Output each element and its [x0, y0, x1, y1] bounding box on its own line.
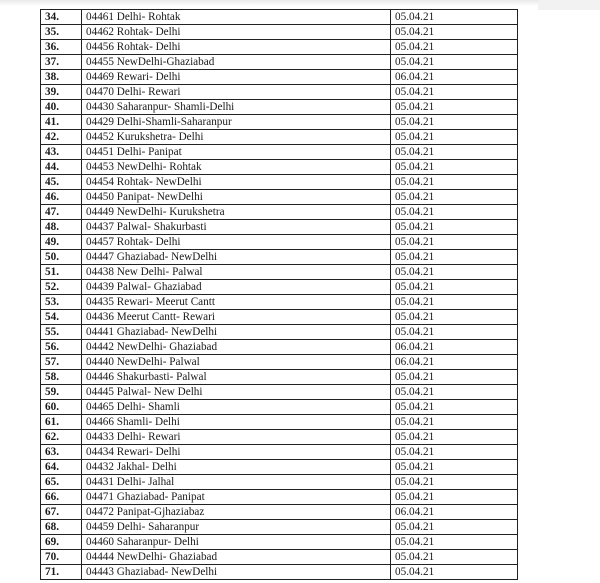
table-row [41, 505, 518, 520]
train-cell: 04472 Panipat-Gjhaziabaz [82, 505, 391, 520]
serial-number-cell: 56. [41, 340, 82, 355]
table-row [41, 235, 518, 250]
train-cell: 04437 Palwal- Shakurbasti [82, 220, 391, 235]
date-cell: 06.04.21 [391, 505, 518, 520]
table-row [41, 535, 518, 550]
train-cell: 04450 Panipat- NewDelhi [82, 190, 391, 205]
table-row [41, 370, 518, 385]
train-cell: 04430 Saharanpur- Shamli-Delhi [82, 100, 391, 115]
date-cell: 05.04.21 [391, 10, 518, 25]
serial-number-cell: 52. [41, 280, 82, 295]
table-row [41, 220, 518, 235]
table-row [41, 280, 518, 295]
serial-number-cell: 60. [41, 400, 82, 415]
date-cell: 06.04.21 [391, 340, 518, 355]
serial-number-cell: 59. [41, 385, 82, 400]
table-row [41, 175, 518, 190]
train-cell: 04455 NewDelhi-Ghaziabad [82, 55, 391, 70]
date-cell: 05.04.21 [391, 190, 518, 205]
serial-number-cell: 47. [41, 205, 82, 220]
date-cell: 05.04.21 [391, 235, 518, 250]
date-cell: 05.04.21 [391, 310, 518, 325]
train-cell: 04469 Rewari- Delhi [82, 70, 391, 85]
date-cell: 06.04.21 [391, 70, 518, 85]
table-row [41, 70, 518, 85]
serial-number-cell: 35. [41, 25, 82, 40]
date-cell: 05.04.21 [391, 370, 518, 385]
train-cell: 04447 Ghaziabad- NewDelhi [82, 250, 391, 265]
serial-number-cell: 53. [41, 295, 82, 310]
serial-number-cell: 54. [41, 310, 82, 325]
table-row [41, 55, 518, 70]
serial-number-cell: 57. [41, 355, 82, 370]
date-cell: 05.04.21 [391, 520, 518, 535]
table-row [41, 430, 518, 445]
date-cell: 06.04.21 [391, 355, 518, 370]
serial-number-cell: 51. [41, 265, 82, 280]
table-row [41, 310, 518, 325]
date-cell: 05.04.21 [391, 145, 518, 160]
train-cell: 04453 NewDelhi- Rohtak [82, 160, 391, 175]
date-cell: 05.04.21 [391, 400, 518, 415]
train-cell: 04441 Ghaziabad- NewDelhi [82, 325, 391, 340]
serial-number-cell: 46. [41, 190, 82, 205]
train-cell: 04460 Saharanpur- Delhi [82, 535, 391, 550]
serial-number-cell: 58. [41, 370, 82, 385]
date-cell: 05.04.21 [391, 430, 518, 445]
serial-number-cell: 38. [41, 70, 82, 85]
serial-number-cell: 50. [41, 250, 82, 265]
serial-number-cell: 61. [41, 415, 82, 430]
table-row [41, 295, 518, 310]
train-cell: 04465 Delhi- Shamli [82, 400, 391, 415]
date-cell: 05.04.21 [391, 550, 518, 565]
date-cell: 05.04.21 [391, 445, 518, 460]
serial-number-cell: 66. [41, 490, 82, 505]
table-row [41, 100, 518, 115]
train-schedule-body [41, 10, 518, 580]
train-cell: 04434 Rewari- Delhi [82, 445, 391, 460]
train-cell: 04445 Palwal- New Delhi [82, 385, 391, 400]
serial-number-cell: 69. [41, 535, 82, 550]
table-row [41, 565, 518, 580]
table-row [41, 250, 518, 265]
serial-number-cell: 65. [41, 475, 82, 490]
train-cell: 04452 Kurukshetra- Delhi [82, 130, 391, 145]
table-row [41, 10, 518, 25]
table-row [41, 325, 518, 340]
train-cell: 04462 Rohtak- Delhi [82, 25, 391, 40]
table-row [41, 550, 518, 565]
train-cell: 04436 Meerut Cantt- Rewari [82, 310, 391, 325]
serial-number-cell: 36. [41, 40, 82, 55]
train-cell: 04449 NewDelhi- Kurukshetra [82, 205, 391, 220]
train-schedule-table [40, 9, 518, 580]
date-cell: 05.04.21 [391, 55, 518, 70]
date-cell: 05.04.21 [391, 25, 518, 40]
date-cell: 05.04.21 [391, 490, 518, 505]
table-row [41, 400, 518, 415]
date-cell: 05.04.21 [391, 130, 518, 145]
table-row [41, 445, 518, 460]
table-row [41, 40, 518, 55]
serial-number-cell: 41. [41, 115, 82, 130]
table-row [41, 115, 518, 130]
table-row [41, 355, 518, 370]
serial-number-cell: 63. [41, 445, 82, 460]
train-cell: 04446 Shakurbasti- Palwal [82, 370, 391, 385]
date-cell: 05.04.21 [391, 385, 518, 400]
serial-number-cell: 40. [41, 100, 82, 115]
date-cell: 05.04.21 [391, 220, 518, 235]
date-cell: 05.04.21 [391, 295, 518, 310]
train-cell: 04454 Rohtak- NewDelhi [82, 175, 391, 190]
serial-number-cell: 48. [41, 220, 82, 235]
table-row [41, 85, 518, 100]
page-corner-shade [538, 0, 600, 10]
train-cell: 04433 Delhi- Rewari [82, 430, 391, 445]
table-row [41, 340, 518, 355]
date-cell: 05.04.21 [391, 100, 518, 115]
date-cell: 05.04.21 [391, 325, 518, 340]
table-row [41, 415, 518, 430]
date-cell: 05.04.21 [391, 475, 518, 490]
serial-number-cell: 49. [41, 235, 82, 250]
serial-number-cell: 34. [41, 10, 82, 25]
date-cell: 05.04.21 [391, 115, 518, 130]
date-cell: 05.04.21 [391, 535, 518, 550]
table-row [41, 475, 518, 490]
serial-number-cell: 44. [41, 160, 82, 175]
date-cell: 05.04.21 [391, 565, 518, 580]
serial-number-cell: 64. [41, 460, 82, 475]
date-cell: 05.04.21 [391, 160, 518, 175]
train-cell: 04439 Palwal- Ghaziabad [82, 280, 391, 295]
table-row [41, 490, 518, 505]
train-cell: 04457 Rohtak- Delhi [82, 235, 391, 250]
table-row [41, 265, 518, 280]
serial-number-cell: 37. [41, 55, 82, 70]
serial-number-cell: 71. [41, 565, 82, 580]
table-row [41, 160, 518, 175]
date-cell: 05.04.21 [391, 280, 518, 295]
serial-number-cell: 42. [41, 130, 82, 145]
table-row [41, 25, 518, 40]
serial-number-cell: 70. [41, 550, 82, 565]
date-cell: 05.04.21 [391, 40, 518, 55]
page-top-shadow [0, 0, 600, 6]
train-cell: 04431 Delhi- Jalhal [82, 475, 391, 490]
train-cell: 04442 NewDelhi- Ghaziabad [82, 340, 391, 355]
serial-number-cell: 67. [41, 505, 82, 520]
date-cell: 05.04.21 [391, 265, 518, 280]
train-cell: 04438 New Delhi- Palwal [82, 265, 391, 280]
date-cell: 05.04.21 [391, 85, 518, 100]
date-cell: 05.04.21 [391, 205, 518, 220]
train-cell: 04466 Shamli- Delhi [82, 415, 391, 430]
train-cell: 04429 Delhi-Shamli-Saharanpur [82, 115, 391, 130]
train-cell: 04440 NewDelhi- Palwal [82, 355, 391, 370]
train-cell: 04451 Delhi- Panipat [82, 145, 391, 160]
train-cell: 04432 Jakhal- Delhi [82, 460, 391, 475]
serial-number-cell: 68. [41, 520, 82, 535]
table-row [41, 130, 518, 145]
serial-number-cell: 43. [41, 145, 82, 160]
train-cell: 04459 Delhi- Saharanpur [82, 520, 391, 535]
date-cell: 05.04.21 [391, 460, 518, 475]
train-cell: 04435 Rewari- Meerut Cantt [82, 295, 391, 310]
table-row [41, 520, 518, 535]
serial-number-cell: 55. [41, 325, 82, 340]
serial-number-cell: 39. [41, 85, 82, 100]
train-cell: 04461 Delhi- Rohtak [82, 10, 391, 25]
table-row [41, 190, 518, 205]
train-cell: 04471 Ghaziabad- Panipat [82, 490, 391, 505]
train-cell: 04444 NewDelhi- Ghaziabad [82, 550, 391, 565]
train-cell: 04470 Delhi- Rewari [82, 85, 391, 100]
serial-number-cell: 45. [41, 175, 82, 190]
serial-number-cell: 62. [41, 430, 82, 445]
date-cell: 05.04.21 [391, 415, 518, 430]
date-cell: 05.04.21 [391, 250, 518, 265]
train-cell: 04443 Ghaziabad- NewDelhi [82, 565, 391, 580]
table-row [41, 460, 518, 475]
table-row [41, 385, 518, 400]
table-row [41, 145, 518, 160]
table-row [41, 205, 518, 220]
train-cell: 04456 Rohtak- Delhi [82, 40, 391, 55]
date-cell: 05.04.21 [391, 175, 518, 190]
